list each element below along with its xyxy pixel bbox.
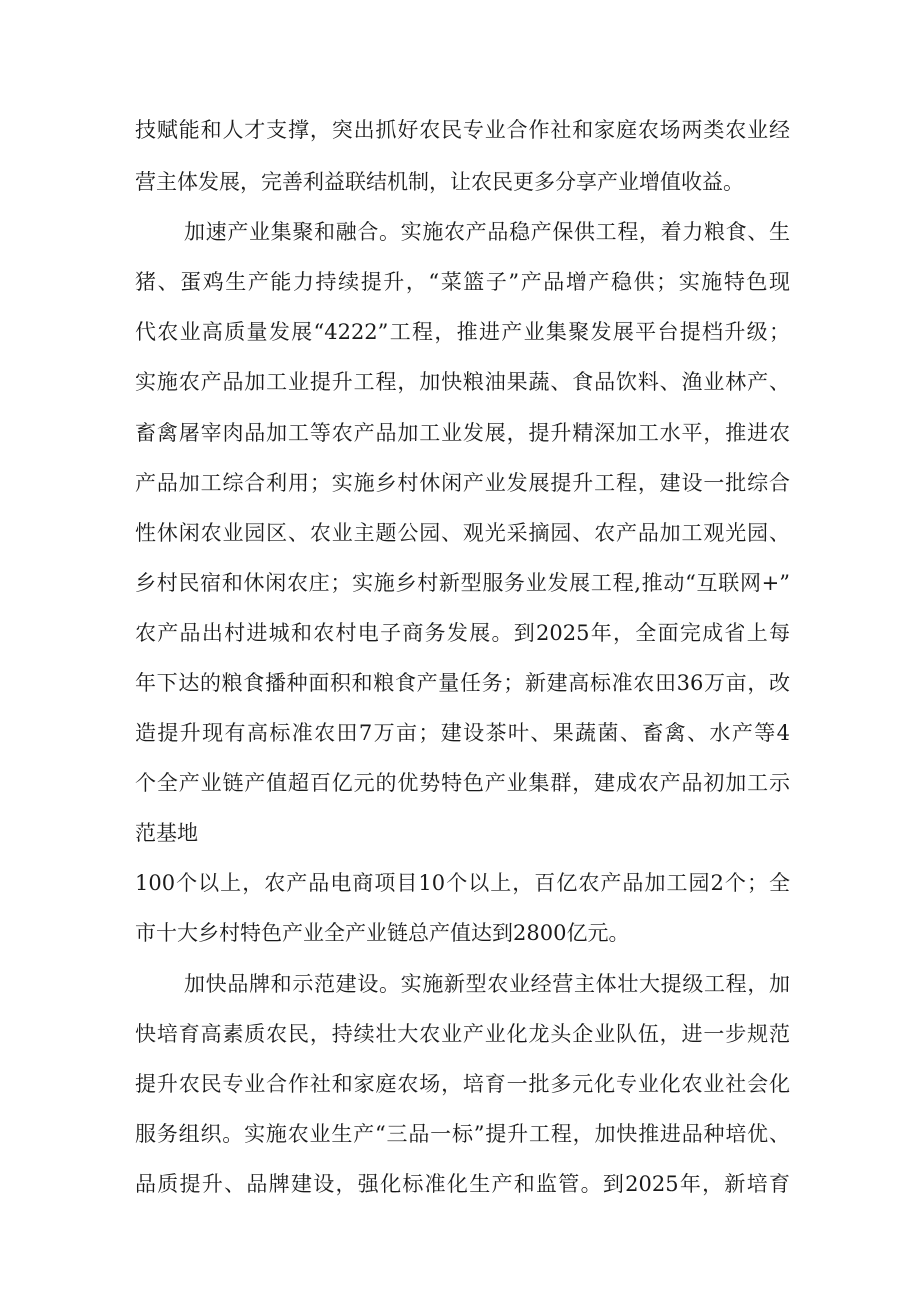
paragraph-2-line-12: 个全产业链产值超百亿元的优势特色产业集群，建成农产品初加工示 [135,771,790,795]
paragraph-2-line-14: 100个以上，农产品电商项目10个以上，百亿农产品加工园2个；全 [135,871,790,895]
paragraph-2-line-11: 造提升现有高标准农田7万亩；建设茶叶、果蔬菌、畜禽、水产等4 [135,721,790,745]
paragraph-2-line-3: 代农业高质量发展“4222”工程，推进产业集聚发展平台提档升级； [135,320,790,344]
paragraph-2-line-8: 乡村民宿和休闲农庄；实施乡村新型服务业发展工程,推动“互联网+” [135,571,790,595]
text-line-2: 营主体发展，完善利益联结机制，让农民更多分享产业增值收益。 [135,170,744,194]
paragraph-2-line-10: 年下达的粮食播种面积和粮食产量任务；新建高标准农田36万亩，改 [135,671,790,695]
paragraph-2-line-9: 农产品出村进城和农村电子商务发展。到2025年，全面完成省上每 [135,621,790,645]
paragraph-2-line-4: 实施农产品加工业提升工程，加快粮油果蔬、食品饮料、渔业林产、 [135,370,790,394]
paragraph-3-line-5: 品质提升、品牌建设，强化标准化生产和监管。到2025年，新培育 [135,1172,790,1196]
text-line-1: 技赋能和人才支撑，突出抓好农民专业合作社和家庭农场两类农业经 [135,118,790,142]
paragraph-2-line-1: 加速产业集聚和融合。实施农产品稳产保供工程，着力粮食、生 [184,220,790,244]
paragraph-3-line-4: 服务组织。实施农业生产“三品一标”提升工程，加快推进品种培优、 [135,1122,790,1146]
paragraph-3-line-2: 快培育高素质农民，持续壮大农业产业化龙头企业队伍，进一步规范 [135,1022,790,1046]
paragraph-2-line-7: 性休闲农业园区、农业主题公园、观光采摘园、农产品加工观光园、 [135,521,790,545]
paragraph-3-line-1: 加快品牌和示范建设。实施新型农业经营主体壮大提级工程，加 [184,972,790,996]
paragraph-2-line-15: 市十大乡村特色产业全产业链总产值达到2800亿元。 [135,921,630,945]
paragraph-3-line-3: 提升农民专业合作社和家庭农场，培育一批多元化专业化农业社会化 [135,1072,790,1096]
paragraph-2-line-5: 畜禽屠宰肉品加工等农产品加工业发展，提升精深加工水平，推进农 [135,421,790,445]
paragraph-2-line-2: 猪、蛋鸡生产能力持续提升，“菜篮子”产品增产稳供；实施特色现 [135,270,790,294]
paragraph-2-line-6: 产品加工综合利用；实施乡村休闲产业发展提升工程，建设一批综合 [135,471,790,495]
paragraph-2-line-13: 范基地 [135,821,198,845]
